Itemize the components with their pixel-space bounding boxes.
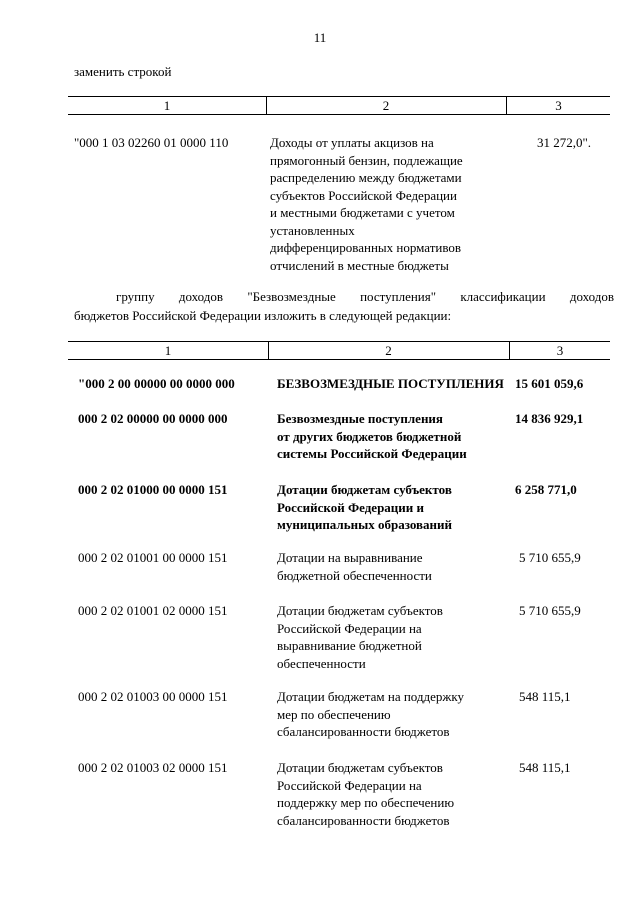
header-line-bottom (68, 359, 610, 360)
name-line: Доходы от уплаты акцизов на (270, 135, 434, 150)
row-name (277, 688, 512, 741)
name-line: мер по обеспечению (277, 706, 391, 722)
name-line: поддержку мер по обеспечению (277, 795, 455, 810)
table1-header-col2: 2 (382, 98, 390, 113)
name-line: обеспеченности (277, 655, 366, 671)
row-code: 000 2 02 01001 00 0000 151 (78, 550, 228, 565)
table1-row-name (270, 134, 520, 274)
header-line-top (68, 96, 610, 97)
name-line: бюджетной обеспеченности (277, 567, 432, 583)
name-line: от других бюджетов бюджетной (277, 428, 462, 444)
header-line-bottom (68, 114, 610, 115)
body-paragraph (74, 287, 614, 325)
row-name (277, 375, 512, 393)
row-value: 5 710 655,9 (519, 603, 581, 618)
row-name (277, 602, 512, 672)
table1-header-col3: 3 (555, 98, 562, 113)
table1-row-value: 31 272,0". (537, 135, 592, 150)
name-line: БЕЗВОЗМЕЗДНЫЕ ПОСТУПЛЕНИЯ (277, 376, 504, 391)
name-line: выравнивание бюджетной (277, 638, 422, 653)
name-line: системы Российской Федерации (277, 446, 467, 461)
row-value: 6 258 771,0 (515, 482, 577, 497)
name-line: Дотации бюджетам субъектов (277, 603, 443, 618)
paragraph-line: группу доходов "Безвозмездные поступления" классификации доходов (116, 289, 614, 304)
name-line: Дотации бюджетам субъектов (277, 482, 452, 497)
row-name (277, 549, 512, 584)
table2-header-col3: 3 (556, 343, 564, 358)
name-line: отчислений в местные бюджеты (270, 257, 449, 273)
row-value: 548 115,1 (519, 760, 571, 775)
row-code: 000 2 02 00000 00 0000 000 (78, 411, 228, 426)
row-code: 000 2 02 01001 02 0000 151 (78, 603, 228, 618)
row-value: 548 115,1 (519, 689, 571, 704)
paragraph-line: бюджетов Российской Федерации изложить в следующей редакции: (74, 308, 452, 323)
row-code: 000 2 02 01000 00 0000 151 (78, 482, 228, 497)
table1-header (68, 96, 610, 115)
table1-header-col1: 1 (163, 98, 171, 113)
name-line: Российской Федерации на (277, 777, 422, 793)
name-line: субъектов Российской Федерации (270, 187, 457, 203)
row-code: 000 2 02 01003 02 0000 151 (78, 760, 228, 775)
row-name (277, 410, 512, 463)
row-value: 5 710 655,9 (519, 550, 581, 565)
page-number: 11 (313, 30, 327, 45)
name-line: Российской Федерации на (277, 620, 422, 636)
header-line-top (68, 341, 610, 342)
row-code: 000 2 02 01003 00 0000 151 (78, 689, 228, 704)
name-line: муниципальных образований (277, 517, 453, 532)
name-line: сбалансированности бюджетов (277, 812, 450, 828)
name-line: Безвозмездные поступления (277, 411, 443, 426)
name-line: прямогонный бензин, подлежащие (270, 152, 463, 168)
table2-header-col2: 2 (385, 343, 392, 358)
name-line: распределению между бюджетами (270, 170, 462, 185)
row-value: 15 601 059,6 (515, 376, 584, 391)
row-name (277, 481, 512, 534)
name-line: установленных (270, 222, 355, 238)
name-line: Дотации бюджетам субъектов (277, 760, 443, 775)
name-line: Дотации бюджетам на поддержку (277, 689, 465, 704)
name-line: и местными бюджетами с учетом (270, 205, 455, 220)
name-line: Дотации на выравнивание (277, 550, 423, 565)
name-line: сбалансированности бюджетов (277, 724, 450, 739)
row-name (277, 759, 512, 829)
table2-header (68, 341, 610, 360)
name-line: дифференцированных нормативов (270, 240, 462, 255)
row-value: 14 836 929,1 (515, 411, 584, 426)
table2-header-col1: 1 (164, 343, 172, 358)
name-line: Российской Федерации и (277, 499, 425, 515)
row-code: "000 2 00 00000 00 0000 000 (78, 376, 235, 391)
table1-row-code: "000 1 03 02260 01 0000 110 (74, 135, 229, 150)
intro-text: заменить строкой (74, 64, 172, 79)
